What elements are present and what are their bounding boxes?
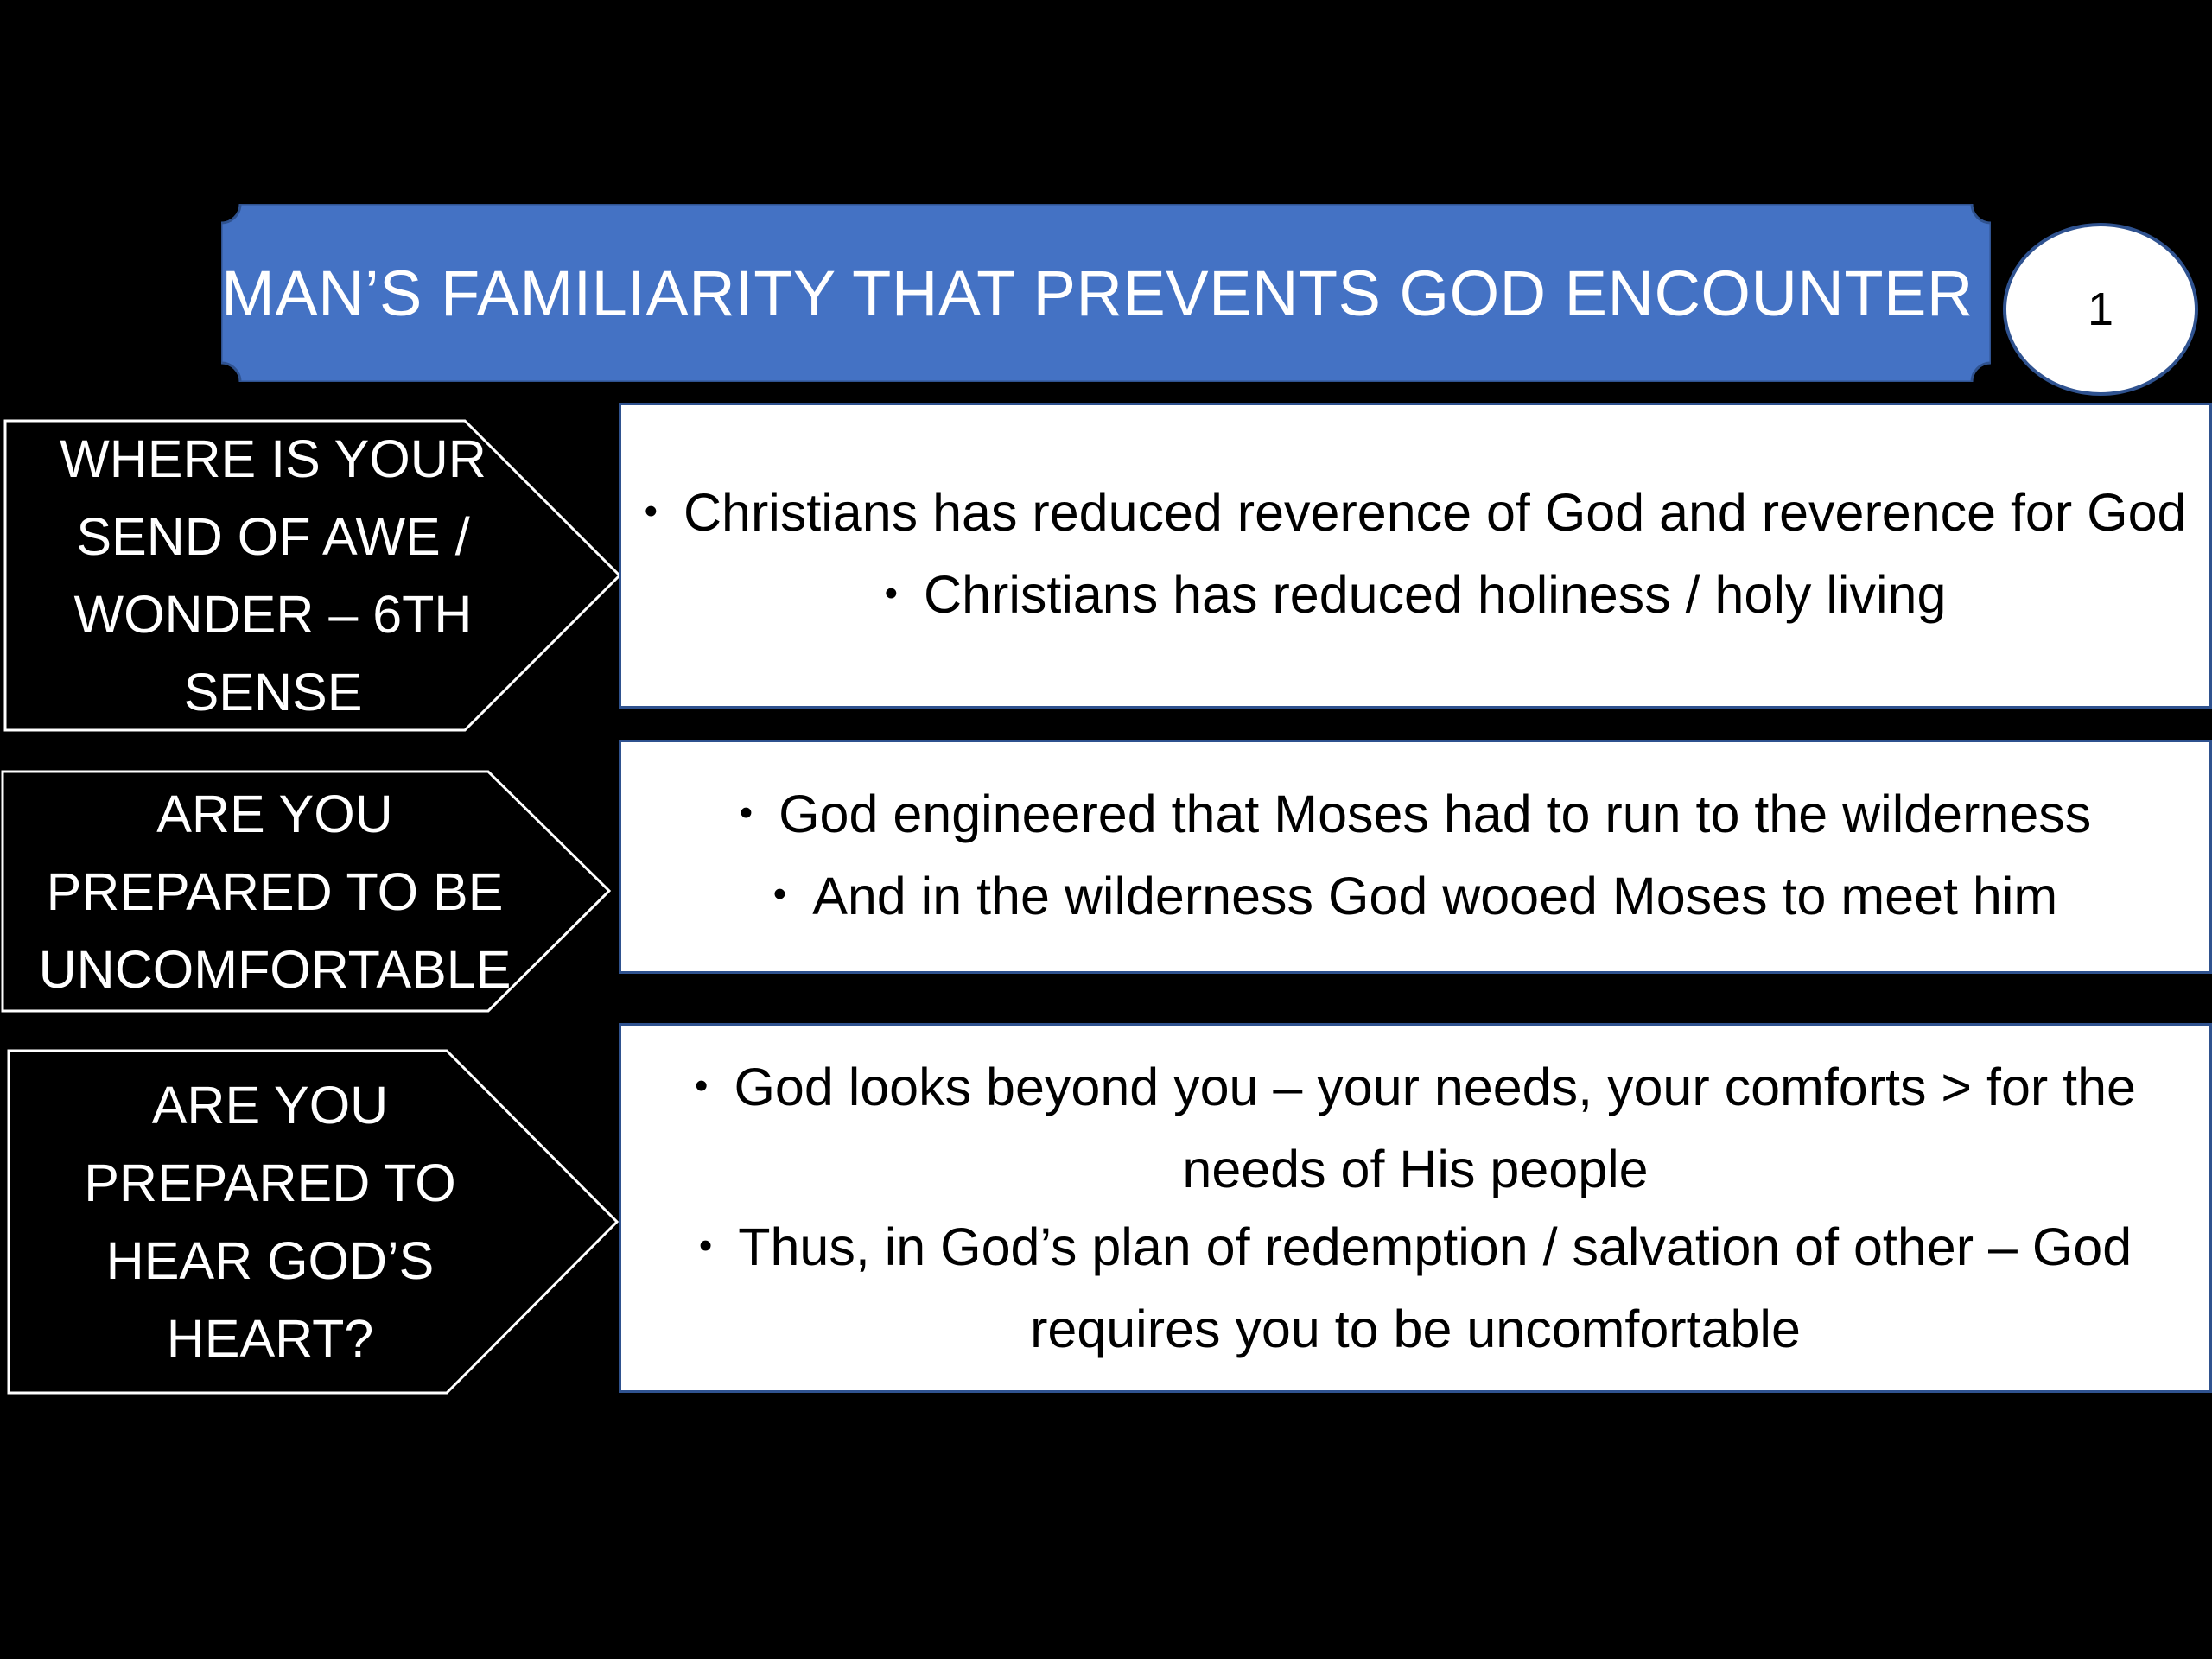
bullet-item [642,474,2189,556]
label-line: SEND OF AWE / [76,507,470,566]
bullet-text: And in the wilderness God wooed Moses to meet him [812,866,2058,925]
label-line: WONDER – 6TH [73,585,473,644]
page-number-badge [2003,223,2198,396]
bullet-item [642,1208,2189,1368]
label-line: WHERE IS YOUR [60,429,486,488]
label-line: UNCOMFORTABLE [38,939,512,999]
bullet-dot-icon: • [698,1224,713,1267]
row-2-content-box [619,740,2212,974]
title-banner [221,204,1991,382]
bullet-text: Thus, in God’s plan of redemption / salvation of other – God requires you to be uncomfortable [738,1217,2133,1358]
row-3-label-arrow [9,1051,617,1393]
label-line: ARE YOU [156,784,393,843]
label-line: HEART? [166,1309,374,1368]
label-line: HEAR GOD’S [105,1231,435,1290]
bullet-item [642,556,2189,638]
bullet-text: Christians has reduced reverence of God and reverence for God [683,483,2187,543]
bullet-item [629,857,2202,939]
label-line: ARE YOU [151,1076,389,1135]
bullet-dot-icon: • [739,791,753,834]
row-3-label [9,1051,531,1393]
row-3-content-box [619,1023,2212,1393]
bullet-item [629,775,2202,857]
row-2-label [3,772,547,1011]
row-2-label-arrow [3,772,609,1011]
bullet-dot-icon: • [884,571,899,614]
row-1-content-box [619,403,2212,709]
label-line: SENSE [183,663,363,721]
row-1-label [5,421,541,730]
bullet-text: Christians has reduced holiness / holy living [924,565,1947,624]
label-line: PREPARED TO BE [46,861,504,921]
slide-title: MAN’S FAMILIARITY THAT PREVENTS GOD ENCOUNTER [221,257,1974,329]
row-1-label-arrow [5,421,620,730]
bullet-dot-icon: • [644,490,658,532]
page-number: 1 [2087,283,2114,335]
bullet-text: God engineered that Moses had to run to the wilderness [779,784,2092,843]
bullet-dot-icon: • [695,1065,709,1107]
bullet-item [642,1048,2189,1208]
bullet-text: God looks beyond you – your needs, your comforts > for the needs of His people [734,1058,2136,1198]
label-line: PREPARED TO [84,1154,456,1212]
bullet-dot-icon: • [772,873,787,916]
